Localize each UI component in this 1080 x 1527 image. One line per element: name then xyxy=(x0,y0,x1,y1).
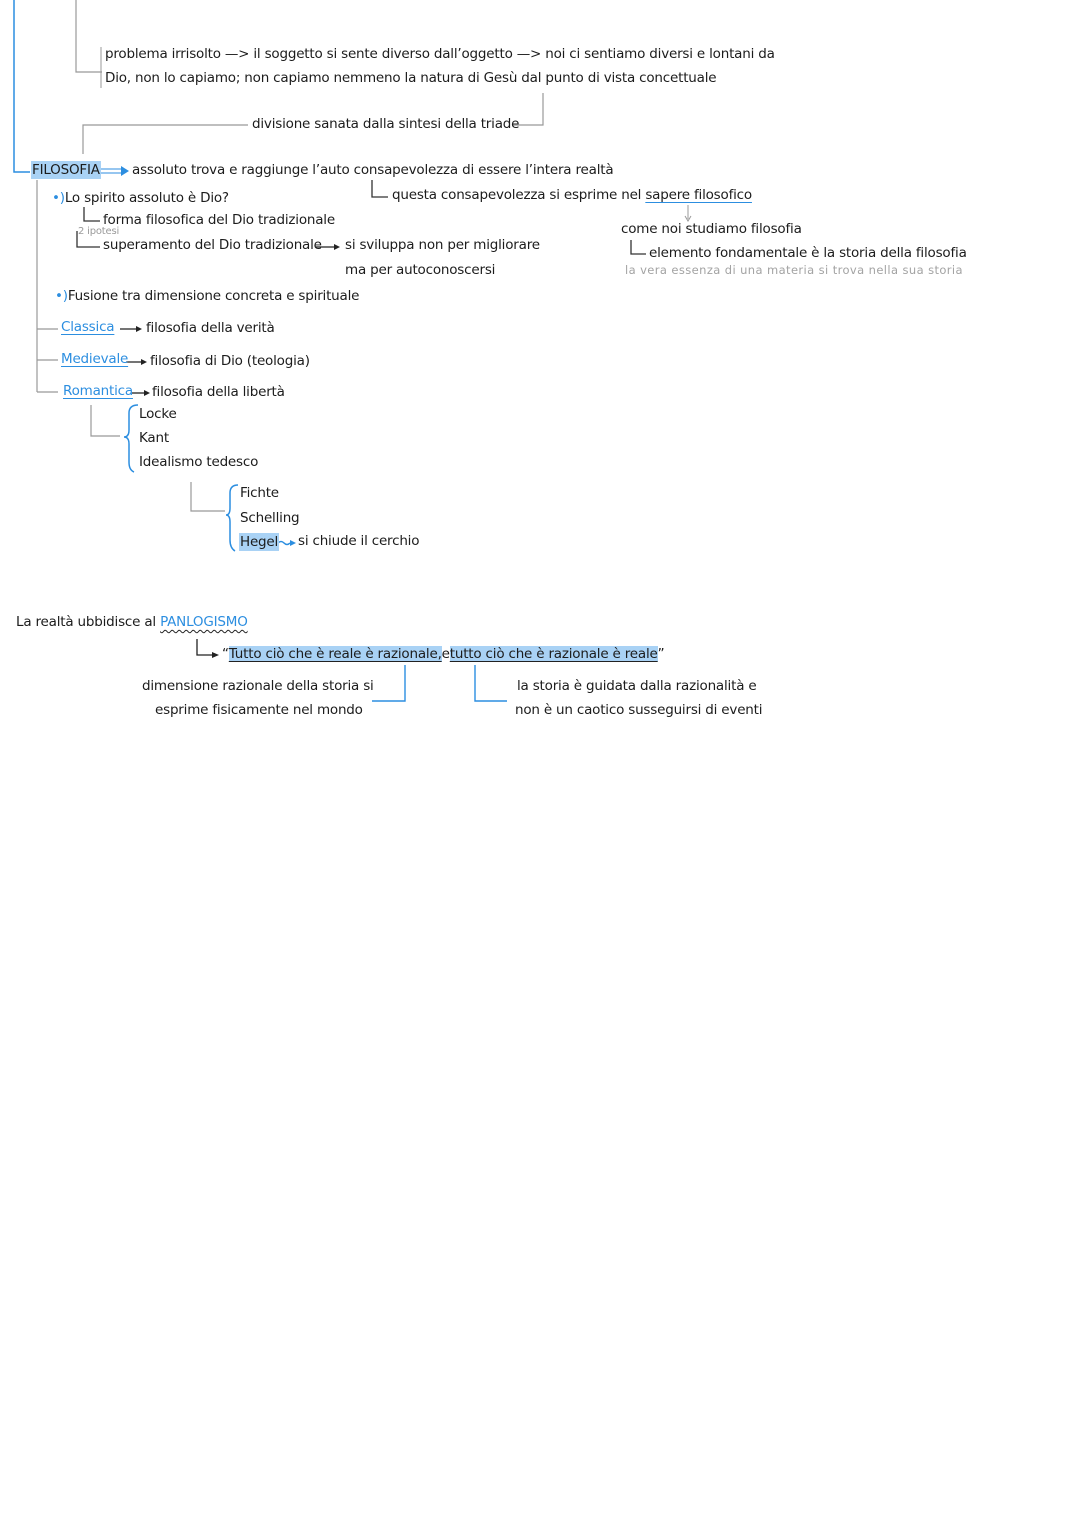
spirito-question-text: Lo spirito assoluto è Dio? xyxy=(64,190,229,206)
list-item-hegel: Hegel xyxy=(240,534,279,550)
quote-part-2: tutto ciò che è razionale è reale xyxy=(449,646,658,662)
arrow-classica-head xyxy=(136,326,142,332)
arrow-superamento-head xyxy=(334,244,340,250)
main-spine xyxy=(14,0,30,172)
panlogismo-intro: La realtà ubbidisce al xyxy=(16,614,156,630)
fusione-bullet: •) xyxy=(55,288,68,304)
fusione-text: Fusione tra dimensione concreta e spirituale xyxy=(67,288,360,304)
division-text: divisione sanata dalla sintesi della triade xyxy=(252,116,520,132)
quote-left-2: esprime fisicamente nel mondo xyxy=(155,702,363,718)
elemento-fondamentale: elemento fondamentale è la storia della filosofia xyxy=(649,245,967,261)
filosofia-arrow-head xyxy=(121,166,129,176)
quote-open: “ xyxy=(222,646,229,662)
top-line-2: Dio, non lo capiamo; non capiamo nemmeno la natura di Gesù dal punto di vista concettuale xyxy=(105,70,717,86)
division-left xyxy=(83,125,248,154)
arrow-medievale-head xyxy=(141,359,147,365)
hegel-arrow-head xyxy=(290,540,296,546)
quote-left-connector xyxy=(372,665,405,701)
list-item-fichte: Fichte xyxy=(240,485,279,501)
period-romantica-desc: filosofia della libertà xyxy=(152,384,285,400)
quote-part-1: Tutto ciò che è reale è razionale, xyxy=(228,646,442,662)
spirito-bullet: •) xyxy=(52,190,65,206)
ipotesi-note: 2 ipotesi xyxy=(78,226,120,237)
forma-connector xyxy=(84,207,100,221)
quote-left-1: dimensione razionale della storia si xyxy=(142,678,374,694)
period-medievale-desc: filosofia di Dio (teologia) xyxy=(150,353,310,369)
quote-right-1: la storia è guidata dalla razionalità e xyxy=(517,678,757,694)
top-connector xyxy=(76,0,102,72)
quote-right-2: non è un caotico susseguirsi di eventi xyxy=(515,702,763,718)
hegel-note: si chiude il cerchio xyxy=(298,533,420,549)
romantica-connector xyxy=(91,405,120,436)
sviluppa-2: ma per autoconoscersi xyxy=(345,262,496,278)
period-classica: Classica xyxy=(61,319,115,335)
filosofia-desc: assoluto trova e raggiunge l’auto consapevolezza di essere l’intera realtà xyxy=(132,162,614,178)
filosofia-arrow xyxy=(98,169,122,173)
spirito-question xyxy=(52,189,229,207)
period-classica-desc: filosofia della verità xyxy=(146,320,275,336)
hegel-arrow xyxy=(278,542,290,545)
superamento: superamento del Dio tradizionale xyxy=(103,237,322,253)
quote-close: ” xyxy=(657,646,665,662)
idealismo-connector xyxy=(191,482,225,511)
essenza-note: la vera essenza di una materia si trova nella sua storia xyxy=(625,263,963,277)
list-item-schelling: Schelling xyxy=(240,510,300,526)
idealismo-brace xyxy=(226,485,238,551)
panlogismo-term: PANLOGISMO xyxy=(160,614,248,630)
filosofia-label: FILOSOFIA xyxy=(32,162,100,178)
list-item-kant: Kant xyxy=(139,430,169,446)
quote-mid: e xyxy=(441,646,450,662)
panlogismo-connector xyxy=(197,639,214,655)
period-romantica: Romantica xyxy=(63,383,133,399)
top-line-1: problema irrisolto —> il soggetto si sente diverso dall’oggetto —> noi ci sentiamo diversi e lontani da xyxy=(105,46,775,62)
consapevolezza-text xyxy=(392,186,752,204)
arrow-romantica-head xyxy=(144,390,150,396)
come-studiamo: come noi studiamo filosofia xyxy=(621,221,802,237)
panlogismo-line xyxy=(16,613,248,631)
list-item-idealismo: Idealismo tedesco xyxy=(139,454,259,470)
sviluppa-1: si sviluppa non per migliorare xyxy=(345,237,540,253)
period-medievale: Medievale xyxy=(61,351,129,367)
romantica-brace xyxy=(124,405,138,472)
consapevolezza-lead: questa consapevolezza si esprime nel xyxy=(392,187,642,203)
consapevolezza-connector xyxy=(372,180,388,197)
fusione xyxy=(55,287,359,305)
list-item-locke: Locke xyxy=(139,406,177,422)
panlogismo-arrow-head xyxy=(212,652,219,658)
panlogismo-quote xyxy=(222,645,664,663)
forma-filosofica: forma filosofica del Dio tradizionale xyxy=(103,212,335,228)
sapere-filosofico: sapere filosofico xyxy=(645,187,752,203)
elemento-connector xyxy=(631,240,646,254)
quote-right-connector xyxy=(475,665,507,701)
